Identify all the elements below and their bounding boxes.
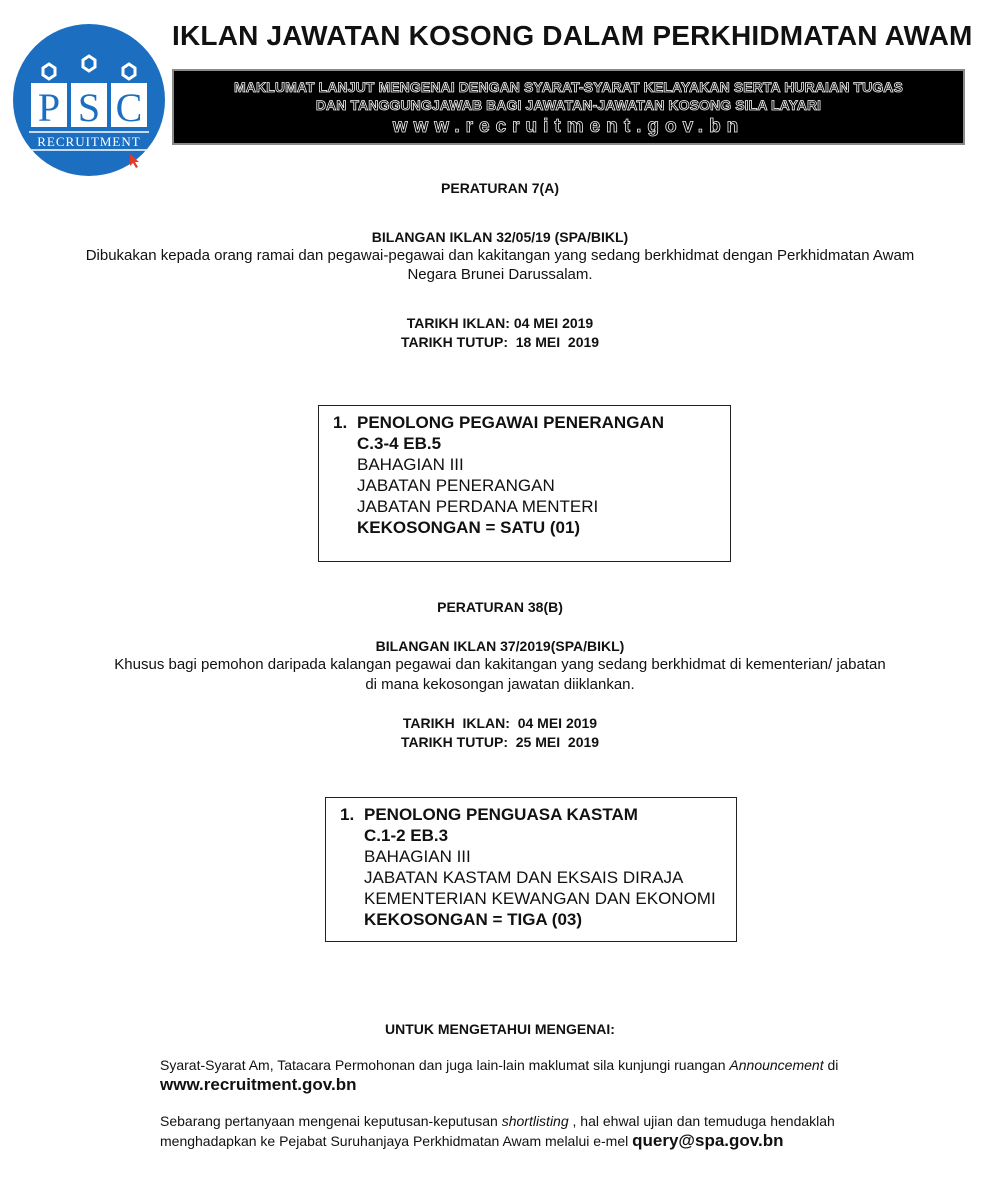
job2-grade: C.1-2 EB.3 [364, 826, 449, 845]
job2-vacancy: KEKOSONGAN = TIGA (03) [364, 910, 583, 929]
footer-paragraph-2 [160, 1111, 920, 1151]
job2-title: PENOLONG PENGUASA KASTAM [364, 805, 638, 824]
footer-p1-text: Syarat-Syarat Am, Tatacara Permohonan dan juga lain-lain maklumat sila kunjungi ruangan [160, 1057, 730, 1073]
banner-url[interactable]: www.recruitment.gov.bn [392, 116, 745, 137]
info-banner [172, 69, 965, 145]
job2-division: BAHAGIAN III [364, 847, 471, 866]
section2-close-date: TARIKH TUTUP: 25 MEI 2019 [400, 734, 600, 750]
section1-regulation: PERATURAN 7(A) [441, 180, 559, 196]
job-box-2 [325, 797, 737, 942]
banner-line-1: MAKLUMAT LANJUT MENGENAI DENGAN SYARAT-SYARAT KELAYAKAN SERTA HURAIAN TUGAS [234, 79, 903, 95]
job1-vacancy: KEKOSONGAN = SATU (01) [357, 518, 581, 537]
psc-recruitment-logo [13, 24, 165, 176]
section2-ad-number: BILANGAN IKLAN 37/2019(SPA/BIKL) [375, 638, 625, 654]
section1-description-line1: Dibukakan kepada orang ramai dan pegawai-pegawai dan kakitangan yang sedang berkhidmat dengan Perkhidmatan Awam [85, 247, 915, 264]
job2-ministry: KEMENTERIAN KEWANGAN DAN EKONOMI [364, 889, 716, 908]
job1-department: JABATAN PENERANGAN [357, 476, 555, 495]
banner-line-2: DAN TANGGUNGJAWAB BAGI JAWATAN-JAWATAN KOSONG SILA LAYARI [315, 97, 822, 113]
job1-title: PENOLONG PEGAWAI PENERANGAN [357, 413, 664, 432]
svg-text:C: C [115, 85, 143, 130]
svg-text:P: P [37, 85, 61, 130]
job2-department: JABATAN KASTAM DAN EKSAIS DIRAJA [364, 868, 684, 887]
footer-heading: UNTUK MENGETAHUI MENGENAI: [385, 1021, 615, 1037]
job1-grade: C.3-4 EB.5 [357, 434, 442, 453]
section1-ad-date: TARIKH IKLAN: 04 MEI 2019 [406, 315, 594, 331]
logo-subtext: RECRUITMENT [37, 134, 141, 149]
footer-p2-line2: menghadapkan ke Pejabat Suruhanjaya Perkhidmatan Awam melalui e-mel [160, 1133, 633, 1149]
section2-ad-date: TARIKH IKLAN: 04 MEI 2019 [402, 715, 598, 731]
svg-text:S: S [77, 85, 101, 130]
footer-p2-text: Sebarang pertanyaan mengenai keputusan-keputusan [160, 1113, 502, 1129]
job2-number: 1. [340, 805, 355, 824]
footer-paragraph-1 [160, 1055, 920, 1095]
footer-p2-italic: shortlisting [501, 1113, 569, 1129]
footer-p1-italic: Announcement [729, 1057, 824, 1073]
page-title: IKLAN JAWATAN KOSONG DALAM PERKHIDMATAN AWAM [172, 20, 973, 51]
section1-description-line2: Negara Brunei Darussalam. [407, 266, 593, 283]
footer-p1-after: di [823, 1057, 839, 1073]
contact-email-link[interactable]: query@spa.gov.bn [632, 1131, 784, 1150]
job-box-1 [318, 405, 731, 562]
section2-regulation: PERATURAN 38(B) [437, 599, 563, 615]
job1-division: BAHAGIAN III [357, 455, 464, 474]
job1-ministry: JABATAN PERDANA MENTERI [357, 497, 599, 516]
section2-description-line2: di mana kekosongan jawatan diiklankan. [365, 676, 635, 693]
section1-ad-number: BILANGAN IKLAN 32/05/19 (SPA/BIKL) [371, 229, 629, 245]
footer-p2-after: , hal ehwal ujian dan temuduga hendaklah [568, 1113, 835, 1129]
job1-number: 1. [333, 413, 348, 432]
recruitment-link[interactable]: www.recruitment.gov.bn [160, 1075, 357, 1094]
section1-close-date: TARIKH TUTUP: 18 MEI 2019 [400, 334, 600, 350]
section2-description-line1: Khusus bagi pemohon daripada kalangan pegawai dan kakitangan yang sedang berkhidmat di kementerian/ jabatan [114, 656, 886, 673]
